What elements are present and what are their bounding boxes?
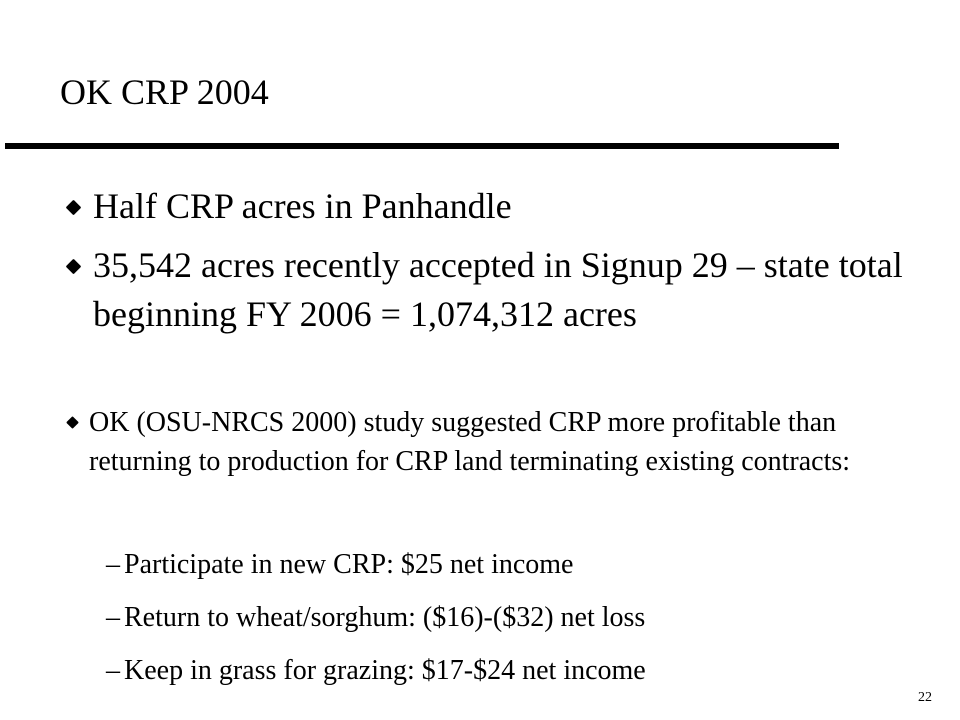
bullet-text: 35,542 acres recently accepted in Signup 29 – state total beginning FY 2006 = 1,074,312 acres [93, 245, 903, 334]
diamond-bullet-icon [66, 259, 82, 275]
sub-bullet-text: Return to wheat/sorghum: ($16)-($32) net loss [124, 602, 646, 633]
dash-bullet: – [106, 602, 120, 633]
sub-bullet-item [106, 654, 646, 688]
bullet-item [64, 241, 903, 339]
diamond-bullet-icon [66, 200, 82, 216]
slide-title: OK CRP 2004 [60, 72, 269, 112]
sub-bullet-item [106, 601, 645, 635]
sub-bullet-item [106, 548, 573, 582]
diamond-bullet-icon [66, 416, 79, 429]
title-divider [5, 143, 839, 149]
sub-bullet-text: Keep in grass for grazing: $17-$24 net income [124, 655, 646, 686]
dash-bullet: – [106, 549, 120, 580]
bullet-text: OK (OSU-NRCS 2000) study suggested CRP more profitable than returning to production for CRP land terminating existing contracts: [89, 407, 851, 477]
bullet-text: Half CRP acres in Panhandle [93, 186, 512, 226]
dash-bullet: – [106, 655, 120, 686]
page-number: 22 [918, 690, 932, 705]
bullet-item [64, 403, 889, 481]
bullet-item [64, 182, 903, 231]
sub-bullet-text: Participate in new CRP: $25 net income [124, 549, 574, 580]
